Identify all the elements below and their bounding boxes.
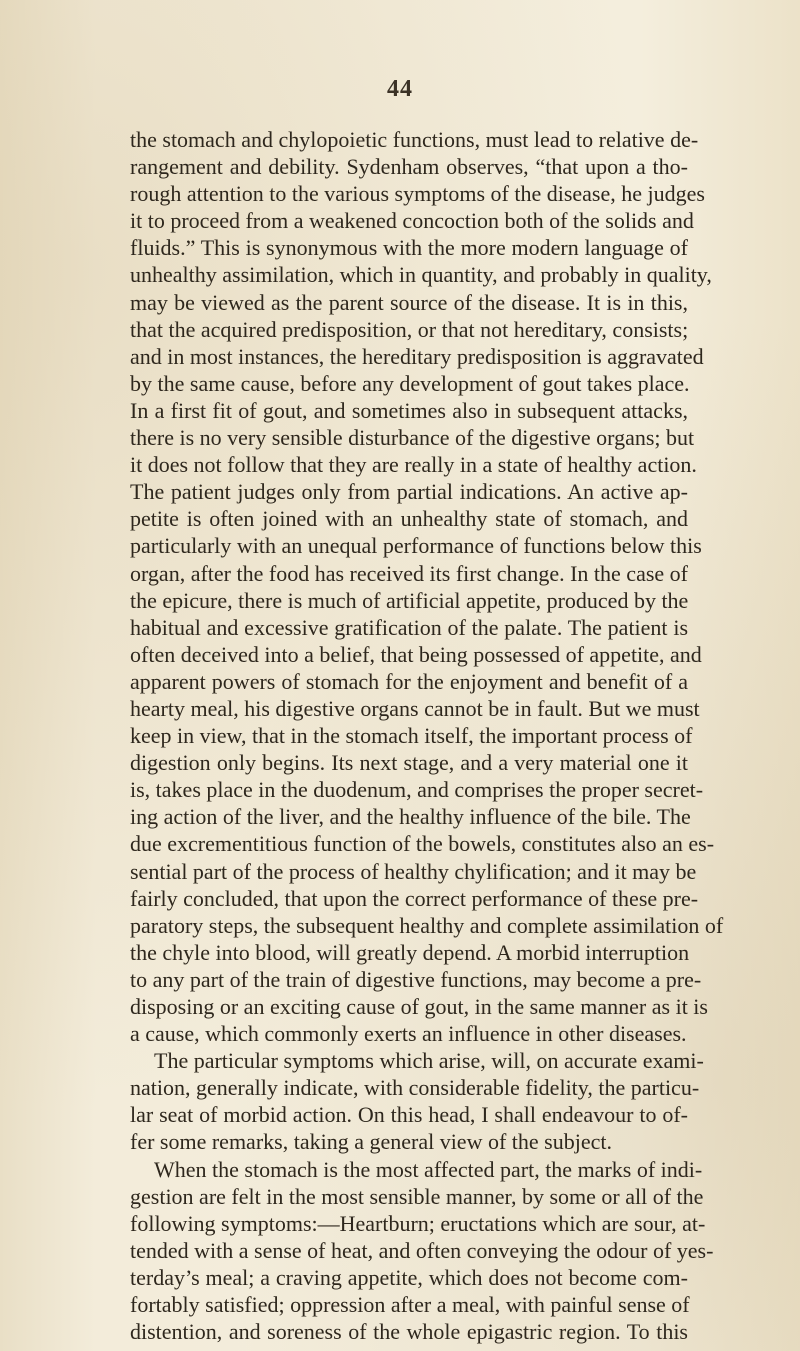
text-line: habitual and excessive gratification of the palate. The patient is	[130, 614, 688, 640]
text-line: to any part of the train of digestive functions, may become a pre-	[130, 966, 702, 992]
text-line: lar seat of morbid action. On this head, I shall endeavour to of-	[130, 1102, 688, 1128]
text-line: rough attention to the various symptoms of the disease, he judges	[130, 181, 705, 207]
text-line: fluids.” This is synonymous with the more modern language of	[130, 235, 688, 261]
text-line: disposing or an exciting cause of gout, in the same manner as it is	[130, 994, 708, 1019]
text-line: rangement and debility. Sydenham observes, “that upon a tho-	[130, 154, 688, 180]
text-line: When the stomach is the most affected part, the marks of indi-	[154, 1156, 703, 1182]
text-line: often deceived into a belief, that being possessed of appetite, and	[130, 641, 702, 667]
text-line: hearty meal, his digestive organs cannot be in fault. But we must	[130, 695, 700, 721]
text-line: it does not follow that they are really in a state of healthy action.	[130, 452, 697, 478]
text-line: distention, and soreness of the whole epigastric region. To this	[130, 1319, 688, 1345]
text-line: there is no very sensible disturbance of the digestive organs; but	[130, 425, 695, 451]
text-line: tended with a sense of heat, and often conveying the odour of yes-	[130, 1237, 714, 1263]
text-line: nation, generally indicate, with considerable fidelity, the particu-	[130, 1075, 700, 1101]
body-text	[130, 126, 724, 1345]
text-line: The patient judges only from partial indications. An active ap-	[130, 479, 688, 505]
text-line: ing action of the liver, and the healthy influence of the bile. The	[130, 804, 691, 830]
page-number: 44	[387, 76, 413, 102]
text-line: fer some remarks, taking a general view of the subject.	[130, 1129, 612, 1155]
text-line: digestion only begins. Its next stage, and a very material one it	[130, 750, 688, 776]
text-line: a cause, which commonly exerts an influence in other diseases.	[130, 1021, 687, 1047]
text-line: apparent powers of stomach for the enjoyment and benefit of a	[130, 668, 688, 694]
text-line: the epicure, there is much of artificial appetite, produced by the	[130, 587, 689, 613]
text-line: it to proceed from a weakened concoction both of the solids and	[130, 208, 694, 234]
text-line: fairly concluded, that upon the correct performance of these pre-	[130, 885, 699, 911]
text-line: the stomach and chylopoietic functions, must lead to relative de-	[130, 127, 699, 152]
text-line: that the acquired predisposition, or that not hereditary, consists;	[130, 316, 689, 342]
text-line: In a first fit of gout, and sometimes also in subsequent attacks,	[130, 397, 688, 423]
text-line: fortably satisfied; oppression after a meal, with painful sense of	[130, 1292, 690, 1318]
text-line: and in most instances, the hereditary predisposition is aggravated	[130, 343, 704, 369]
text-line: is, takes place in the duodenum, and comprises the proper secret-	[130, 777, 704, 803]
text-line: The particular symptoms which arise, will, on accurate exami-	[154, 1048, 704, 1074]
text-line: organ, after the food has received its first change. In the case of	[130, 560, 688, 586]
text-line: by the same cause, before any development of gout takes place.	[130, 370, 690, 396]
text-line: may be viewed as the parent source of the disease. It is in this,	[130, 289, 688, 315]
text-line: petite is often joined with an unhealthy state of stomach, and	[130, 506, 688, 532]
text-line: terday’s meal; a craving appetite, which does not become com-	[130, 1264, 688, 1290]
text-line: keep in view, that in the stomach itself, the important process of	[130, 723, 693, 749]
text-line: the chyle into blood, will greatly depend. A morbid interruption	[130, 939, 690, 965]
text-line: due excrementitious function of the bowels, constitutes also an es-	[130, 831, 715, 857]
text-line: particularly with an unequal performance of functions below this	[130, 533, 702, 559]
text-line: gestion are felt in the most sensible manner, by some or all of the	[130, 1183, 704, 1209]
text-line: unhealthy assimilation, which in quantity, and probably in quality,	[130, 262, 712, 288]
text-line: sential part of the process of healthy chylification; and it may be	[130, 858, 697, 884]
text-line: paratory steps, the subsequent healthy and complete assimilation of	[130, 912, 724, 938]
text-line: following symptoms:—Heartburn; eructations which are sour, at-	[130, 1210, 706, 1236]
